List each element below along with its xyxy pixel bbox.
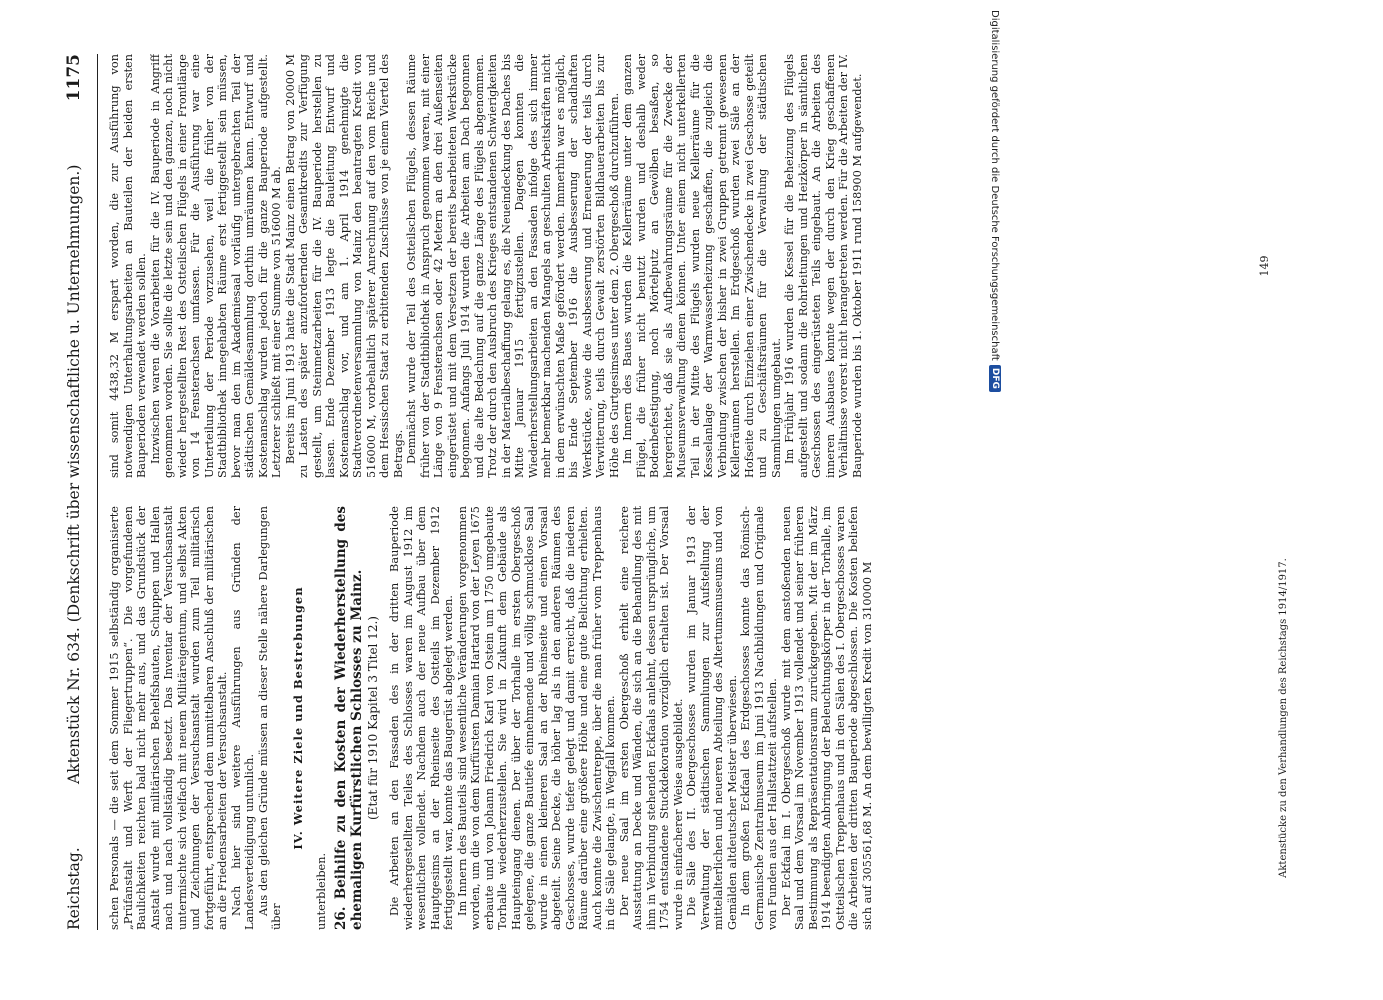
header-rule <box>97 54 98 930</box>
paragraph: In dem großen Eckfaal des Erdgeschosses konnte das Römisch-Germanische Zentralmuseum im Juni 1913 Nachbildungen und Originale von Funden aus der Hallstattzeit aufstellen. <box>739 506 779 930</box>
paragraph: Im Innern des Baues wurden die Kellerräume unter dem ganzen Flügel, die früher nicht benutzt wurden und deshalb weder Bodenbefestigung, noch Mörtelputz an Gewölben besaßen, so hergerichtet, daß sie als Aufbewahrungsräume für die Zwecke der Museumsverwaltung dienen können. Unter einem nicht unterkellerten Teil in der Mitte des Flügels wurden neue Kellerräume für die Kesselanlage der Warmwasserheizung geschaffen, die zugleich die Verbindung zwischen der bisher in zwei Gruppen getrennt gewesenen Kellerräumen herstellen. Im Erdgeschoß wurden zwei Säle an der Hofseite durch Einziehen einer Zwischendecke in zwei Geschosse geteilt und zu Geschäftsräumen für die Verwaltung der städtischen Sammlungen umgebaut. <box>621 54 783 478</box>
paragraph: Der neue Saal im ersten Obergeschoß erhielt eine reichere Ausstattung an Decke und Wänden, die sich an die Behandlung des mit ihm in Verbindung stehenden Eckfaals anlehnt, dessen ursprüngliche, um 1754 entstandene Stuckdekoration vorzüglich erhalten ist. Der Vorsaal wurde in einfacherer Weise ausgebildet. <box>617 506 685 930</box>
section-heading: IV. Weitere Ziele und Bestrebungen <box>290 586 305 850</box>
article-heading: 26. Beihilfe zu den Kosten der Wiederherstellung des ehemaligen Kurfürstlichen Schlosses zu Mainz. <box>332 506 365 930</box>
paragraph: Nach hier sind weitere Ausführungen aus Gründen der Landesverteidigung untunlich. <box>229 506 256 930</box>
paragraph: Inzwischen waren die Vorarbeiten für die IV. Bauperiode in Angriff genommen worden. Sie sollte die letzte sein und den ganzen, noch nicht wieder hergestellten Rest des Ostteilschen Flügels in einer Frontlänge von 14 Fensterachsen umfassen. Für die Ausführung war eine Unterteilung der Periode vorzusehen, weil die früher von der Stadtbibliothek innegehabten Räume erst fertiggestellt sein müssen, bevor man den im Akademiesaal vorläufig untergebrachten Teil der städtischen Gemäldesammlung dorthin umräumen kann. Entwurf und Kostenanschlag wurden jedoch für die ganze Bauperiode aufgestellt. Letzterer schließt mit einer Summe von 516000 M ab. <box>148 54 283 478</box>
paragraph: sind somit 4438,32 M erspart worden, die zur Ausführung von notwendigen Unterhaltungsarbeiten an Bauteilen der beiden ersten Bauperioden verwendet werden sollen. <box>108 54 148 478</box>
page-header <box>64 54 94 930</box>
paragraph: Demnächst wurde der Teil des Ostteilschen Flügels, dessen Räume früher von der Stadtbibliothek in Anspruch genommen waren, mit einer Länge von 9 Fensterachsen oder 42 Metern an den drei Außenseiten eingerüstet und mit dem Versetzen der bereits bearbeiteten Werkstücke begonnen. Anfangs Juli 1914 wurden die Arbeiten am Dach begonnen und die alte Bedachung auf die ganze Länge des Flügels abgenommen. Trotz der durch den Ausbruch des Krieges entstandenen Schwierigkeiten in der Materialbeschaffung gelang es, die Neueindeckung des Daches bis Mitte Januar 1915 fertigzustellen. Dagegen konnten die Wiederherstellungsarbeiten an den Fassaden infolge des sich immer mehr bemerkbar machenden Mangels an geschulten Arbeitskräften nicht in dem erwünschten Maße gefördert werden. Immerhin war es möglich, bis Ende September 1916 die Ausbesserung der schadhaften Werkstücke, sowie die Ausbesserung und Erneuerung der teils durch Verwitterung, teils durch Gewalt zerstörten Bildhauerarbeiten bis zur Höhe des Gurtgesimses unter dem 2. Obergeschoß durchzuführen. <box>405 54 621 478</box>
digitization-note <box>984 10 1006 440</box>
article-subheading: (Etat für 1910 Kapitel 3 Titel 12.) <box>365 616 380 820</box>
paragraph: Bereits im Juni 1913 hatte die Stadt Mainz einen Betrag von 20000 M zu Lasten des später anzufordernden Gesamtkredits zur Verfügung gestellt, um Steinmetzarbeiten für die IV. Bauperiode herstellen zu lassen. Ende Dezember 1913 legte die Bauleitung Entwurf und Kostenanschlag vor, und am 1. April 1914 genehmigte die Stadtverordnetenversammlung von Mainz den beantragten Kredit von 516000 M, vorbehaltlich späterer Anrechnung auf den vom Reiche und dem Hessischen Staat zu erbittenden Zuschüsse von je einem Viertel des Betrags. <box>283 54 405 478</box>
paragraph: Der Eckfaal im I. Obergeschoß wurde mit dem anstoßenden neuen Saal und dem Vorsaal im November 1913 vollendet und seiner früheren Bestimmung als Repräsentationsraum zurückgegeben. Mit der im März 1914 beendigten Anbringung der Beleuchtungskörper in der Torhalle, im Ostteilschen Treppenhaus und in den Sälen des I. Obergeschosses waren die Arbeiten der dritten Bauperiode abgeschlossen. Die Kosten beliefen sich auf 305561,68 M. An dem bewilligten Kredit von 310000 M <box>779 506 874 930</box>
paragraph: Aus den gleichen Gründe müssen an dieser Stelle nähere Darlegungen über <box>256 506 283 930</box>
page-number: 1175 <box>64 54 84 102</box>
page-code: 149 <box>1258 255 1271 277</box>
right-column <box>108 54 1274 478</box>
digitization-text: Digitalisierung gefördert durch die Deutsche Forschungsgemeinschaft <box>989 10 1001 361</box>
column-footer: Aktenstücke zu den Verhandlungen des Reichstags 1914/1917. <box>1278 558 1289 878</box>
paragraph: Im Frühjahr 1916 wurden die Kessel für die Beheizung des Flügels aufgestellt und sodann die Rohrleitungen und Heizkörper in sämtlichen Geschossen des eingerüsteten Teils eingebaut. An die Arbeiten des inneren Ausbaues konnte wegen der durch den Krieg geschaffenen Verhältnisse vorerst nicht herangetreten werden. Für die Arbeiten der IV. Bauperiode wurden bis 1. Oktober 1911 rund 158900 M aufgewendet. <box>783 54 864 478</box>
paragraph: schen Personals — die seit dem Sommer 1915 selbständig organisierte „Prüfanstalt und Werft der Fliegertruppen“. Die vorgefundenen Baulichkeiten reichten bald nicht mehr aus, und das Grundstück der Anstalt wurde mit militärischen Behelfsbauten, Schuppen und Hallen nach und nach vollständig besetzt. Das Inventar der Versuchsanstalt untermischte sich vielfach mit neuem Militäreigentum, und selbst Akten und Zeichnungen der Versuchsanstalt wurden zum Teil militärisch fortgeführt, entsprechend dem unmittelbaren Anschluß der militärischen an die Friedensarbeiten der Versuchsanstalt. <box>108 506 229 930</box>
paragraph: Im Innern des Bauteils sind wesentliche Veränderungen vorgenommen worden, um die von dem Kurfürsten Damian Hartard von der Leyen 1675 erbaute und von Johann Friedrich Karl von Ostein um 1750 umgebaute Torhalle wiederherzustellen. Sie wird in Zukunft dem Gebäude als Haupteingang dienen. Der über der Torhalle im ersten Obergeschoß gelegene, die ganze Bautiefe einnehmende und völlig schmucklose Saal wurde in einen kleineren Saal an der Rheinseite und einen Vorsaal abgeteilt. Seine Decke, die höher lag als in den anderen Räumen des Geschosses, wurde tiefer gelegt und damit erreicht, daß die niederen Räume darüber eine größere Höhe und eine gute Belichtung erhielten. Auch konnte die Zwischentreppe, über die man früher vom Treppenhaus in die Säle gelangte, in Wegfall kommen. <box>455 506 617 930</box>
paragraph: Die Säle des II. Obergeschosses wurden im Januar 1913 der Verwaltung der städtischen Sammlungen zur Aufstellung der mittelalterlichen und neueren Abteilung des Altertumsmuseums und von Gemälden altdeutscher Meister überwiesen. <box>685 506 739 930</box>
dfg-logo-icon: DFG <box>989 365 1001 392</box>
paragraph: unterbleiben. <box>315 852 328 930</box>
header-center: Aktenstück Nr. 634. (Denkschrift über wissenschaftliche u. Unternehmungen.) <box>65 164 83 784</box>
paragraph: Die Arbeiten an den Fassaden des in der dritten Bauperiode wiederhergestellten Teiles des Schlosses waren im August 1912 im wesentlichen vollendet. Nachdem auch der neue Aufbau über dem Hauptgesims an der Rheinseite des Ostteils im Dezember 1912 fertiggestellt war, konnte das Baugerüst abgelegt werden. <box>388 506 455 930</box>
left-column <box>108 506 1274 930</box>
header-left: Reichstag. <box>65 847 83 930</box>
